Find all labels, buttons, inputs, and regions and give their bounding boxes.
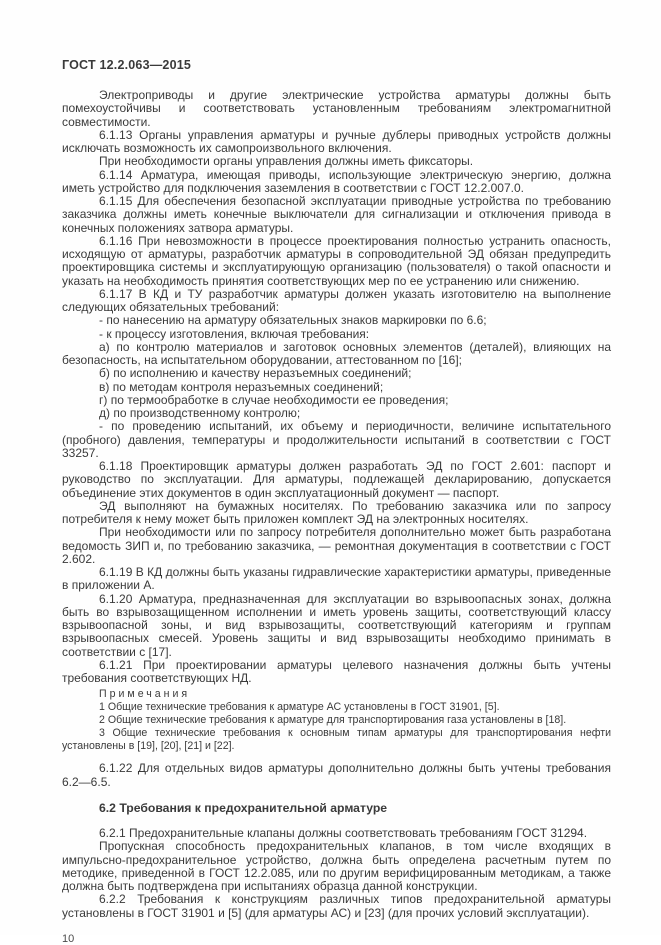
paragraph: 6.1.20 Арматура, предназначенная для эксплуатации во взрывоопасных зонах, должна быть во взрывозащищенном исполнении и иметь уровень защиты, соответствующий классу взрывоопасной зоны, и вид взрывозащиты, соответствующий категориям и группам взрывоопасных смесей. Уровень защиты и вид взрывозащиты необходимо принимать в соответствии с [17]. [62, 591, 611, 659]
paragraph: 6.2.2 Требования к конструкциям различных типов предохранительной арматуры установлены в ГОСТ 31901 и [5] (для арматуры АС) и [23] (для прочих условий эксплуатации). [62, 892, 611, 920]
paragraph: - по нанесению на арматуру обязательных знаков маркировки по 6.6; [99, 313, 487, 328]
section-heading: 6.2 Требования к предохранительной арматуре [99, 800, 388, 815]
paragraph: При необходимости или по запросу потребителя дополнительно может быть разработана ведомость ЗИП и, по требованию заказчика, — ремонтная документация в соответствии с ГОСТ 2.602. [62, 525, 611, 566]
paragraph: - по проведению испытаний, их объему и периодичности, величине испытательного (пробного) давления, температуры и продолжительности испытаний в соответствии с ГОСТ 33257. [62, 419, 611, 460]
note-item: 2 Общие технические требования к арматуре для транспортирования газа установлены в [18]. [99, 714, 567, 727]
paragraph: 6.1.13 Органы управления арматуры и ручные дублеры приводных устройств должны исключать возможность их самопроизвольного включения. [62, 127, 611, 155]
paragraph: Пропускная способность предохранительных клапанов, в том числе входящих в импульсно-предохранительное устройство, должна быть определена расчетным путем по методике, приведенной в ГОСТ 12.2.085, или по другим верифицированным методикам, а также должна быть подтверждена при испытаниях образца данной конструкции. [62, 839, 611, 893]
paragraph: ЭД выполняют на бумажных носителях. По требованию заказчика или по запросу потребителя к нему может быть приложен комплект ЭД на электронных носителях. [62, 498, 611, 526]
paragraph: 6.1.14 Арматура, имеющая приводы, использующие электрическую энергию, должна иметь устройство для подключения заземления в соответствии с ГОСТ 12.2.007.0. [62, 167, 611, 195]
paragraph: б) по исполнению и качеству неразъемных соединений; [99, 366, 412, 381]
paragraph: в) по методам контроля неразъемных соединений; [99, 379, 384, 394]
paragraph: 6.1.15 Для обеспечения безопасной эксплуатации приводные устройства по требованию заказчика должны иметь конечные выключатели для сигнализации и отключения привода в конечных положениях затвора арматуры. [62, 194, 611, 235]
paragraph: а) по контролю материалов и заготовок основных элементов (деталей), влияющих на безопасность, на испытательном оборудовании, аттестованном по [16]; [62, 339, 611, 367]
notes-heading: Примечания [99, 688, 191, 701]
paragraph: При необходимости органы управления должны иметь фиксаторы. [99, 154, 474, 169]
paragraph: 6.1.22 Для отдельных видов арматуры дополнительно должны быть учтены требования 6.2—6.5. [62, 761, 611, 789]
paragraph: д) по производственному контролю; [99, 406, 301, 420]
paragraph: 6.1.19 В КД должны быть указаны гидравлические характеристики арматуры, приведенные в приложении А. [62, 565, 611, 593]
document-content [62, 89, 611, 920]
note-item: 1 Общие технические требования к арматуре АС установлены в ГОСТ 31901, [5]. [99, 701, 500, 714]
paragraph: - к процессу изготовления, включая требования: [99, 326, 370, 341]
paragraph: 6.1.17 В КД и ТУ разработчик арматуры должен указать изготовителю на выполнение следующих обязательных требований: [62, 286, 611, 314]
paragraph: 6.1.21 При проектировании арматуры целевого назначения должны быть учтены требования соответствующих НД. [62, 657, 611, 685]
document-standard-number: ГОСТ 12.2.063—2015 [62, 58, 192, 72]
paragraph: 6.1.16 При невозможности в процессе проектирования полностью устранить опасность, исходящую от арматуры, разработчик арматуры в сопроводительной ЭД обязан предупредить проектировщика системы и эксплуатирующую организацию (пользователя) о такой опасности и указать на необходимость принятия соответствующих мер по ее устранению или снижению. [62, 233, 611, 288]
paragraph: 6.1.18 Проектировщик арматуры должен разработать ЭД по ГОСТ 2.601: паспорт и руководство по эксплуатации. Для арматуры, подлежащей декларированию, допускается объединение этих документов в один эксплуатационный документ — паспорт. [62, 459, 611, 500]
paragraph: 6.2.1 Предохранительные клапаны должны соответствовать требованиям ГОСТ 31294. [99, 826, 588, 840]
paragraph: г) по термообработке в случае необходимости ее проведения; [99, 392, 449, 407]
page-number: 10 [62, 932, 75, 945]
paragraph: Электроприводы и другие электрические устройства арматуры должны быть помехоустойчивы и соответствовать установленным требованиям электромагнитной совместимости. [62, 88, 611, 129]
note-item: 3 Общие технические требования к основным типам арматуры для транспортирования нефти установлены в [19], [20], [21] и [22]. [62, 727, 611, 753]
